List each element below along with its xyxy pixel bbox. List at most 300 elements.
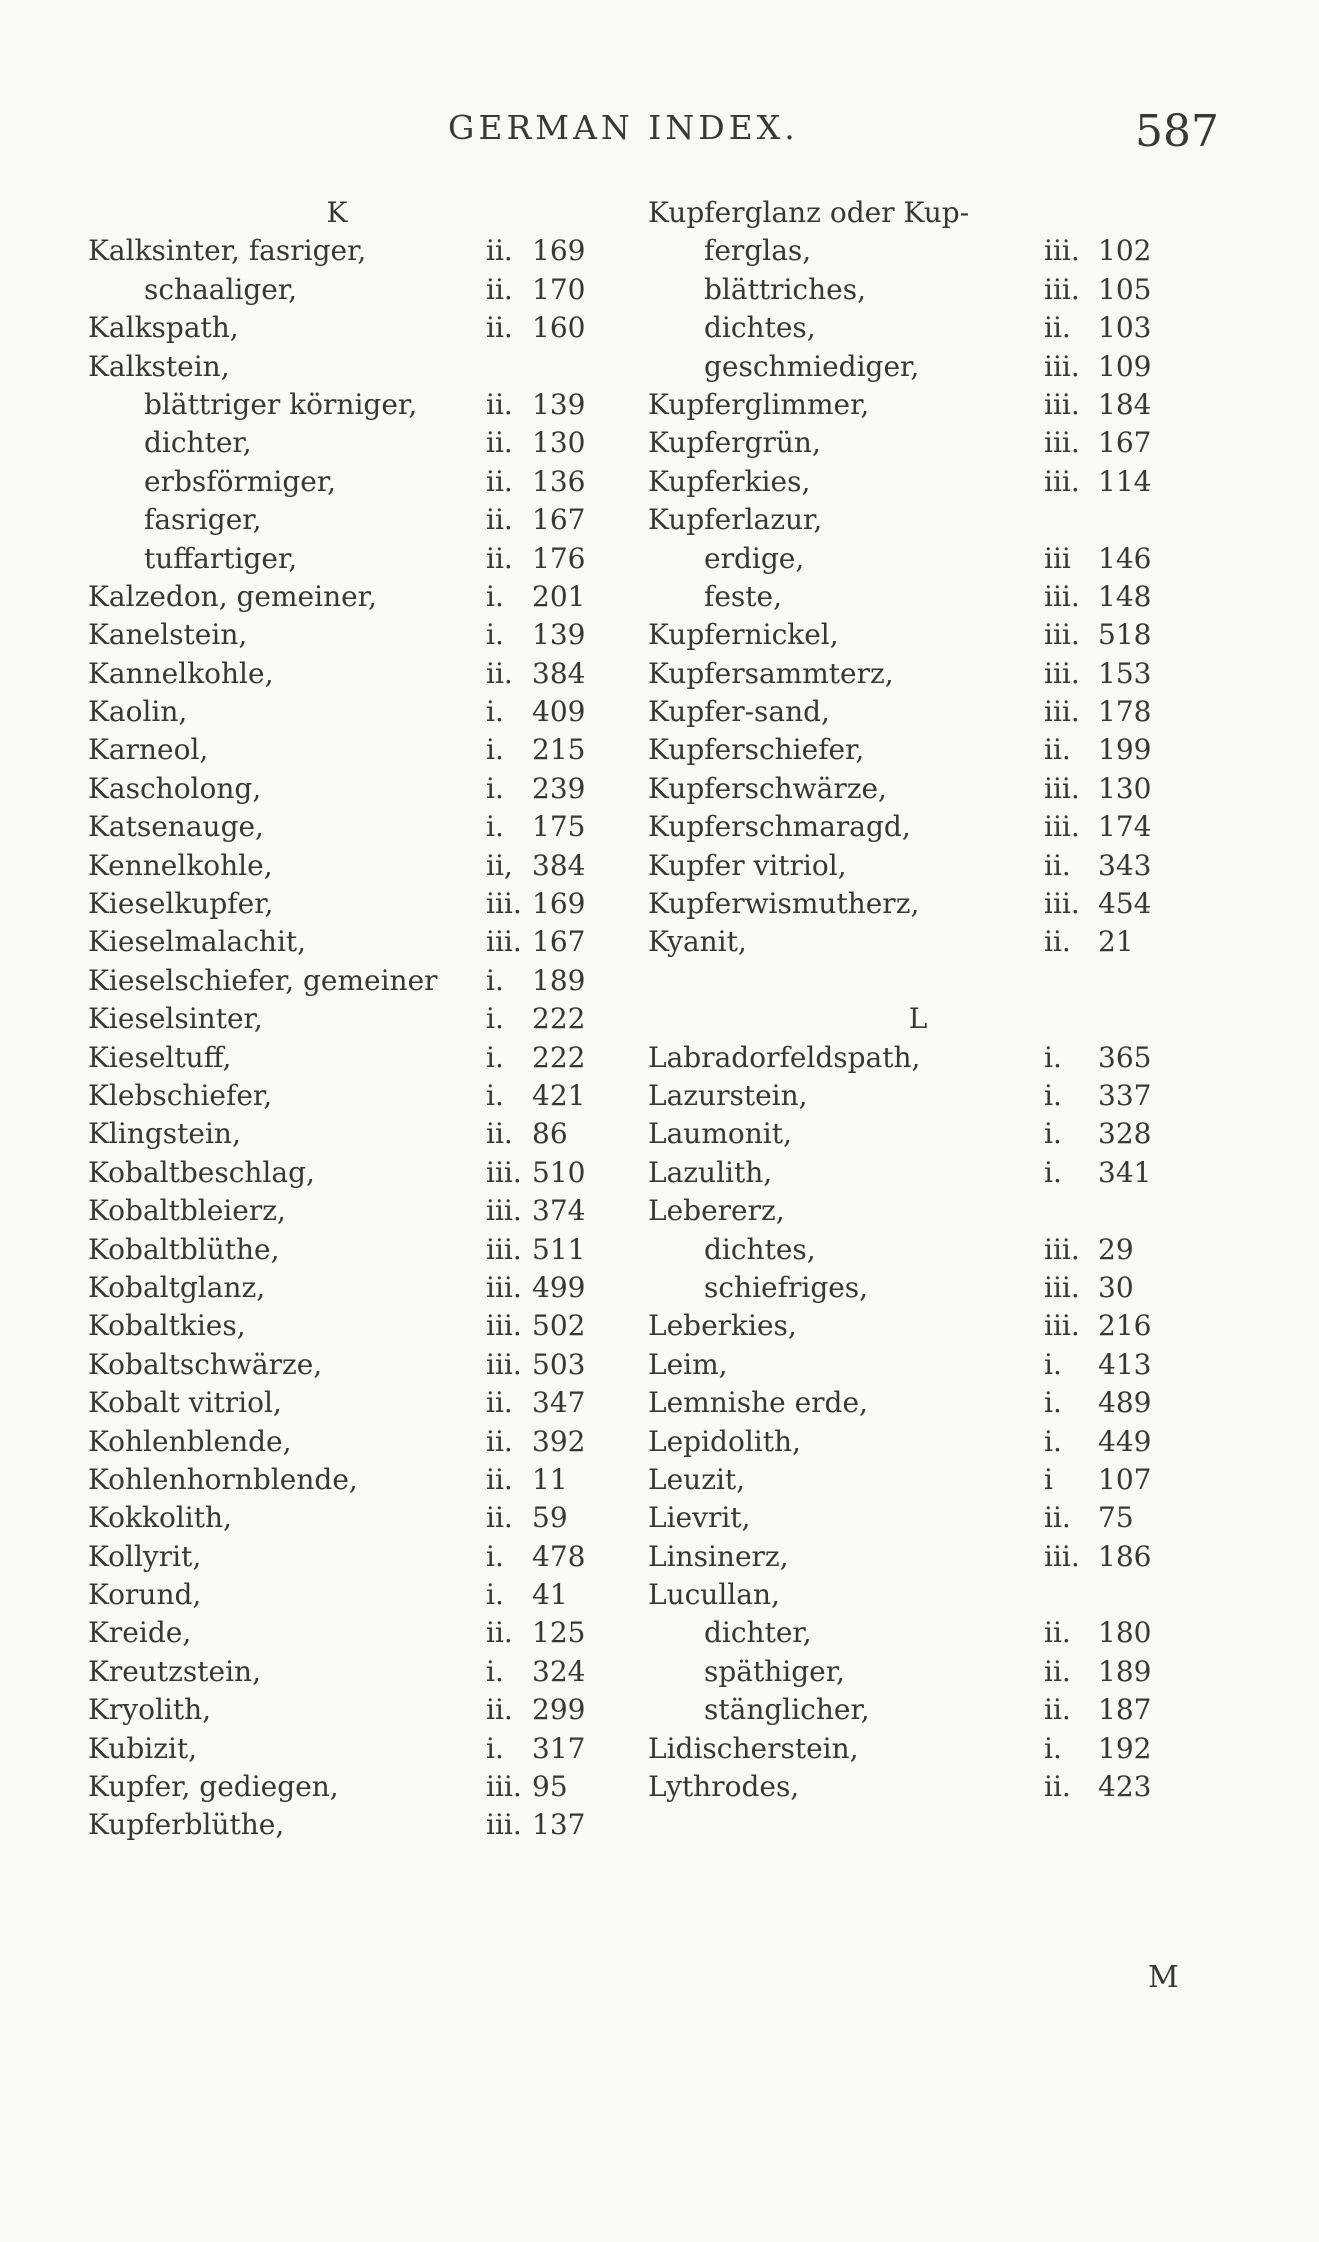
index-entry [88,655,586,693]
entry-page: 86 [532,1117,568,1151]
entry-page: 30 [1098,1270,1134,1304]
entry-term: geschmiediger, [704,349,920,383]
entry-volume: ii. [1044,311,1071,345]
entry-page: 167 [1098,426,1152,460]
entry-volume: ii. [1044,1693,1071,1727]
entry-page: 184 [1098,387,1152,421]
index-entry [88,1691,586,1729]
index-entry [88,1461,586,1499]
entry-volume: ii. [486,1616,513,1650]
index-entry [88,1384,586,1422]
entry-page: 125 [532,1616,586,1650]
entry-page: 421 [532,1078,586,1112]
entry-page: 170 [532,272,586,306]
entry-volume: iii. [1044,272,1080,306]
entry-page: 510 [532,1155,586,1189]
index-entry [88,1269,586,1307]
entry-page: 299 [532,1693,586,1727]
entry-volume: i. [486,733,504,767]
index-entry [648,1614,1188,1652]
entry-page: 413 [1098,1347,1152,1381]
index-entry [648,194,1188,232]
entry-volume: iii. [486,1309,522,1343]
index-entry [88,232,586,270]
entry-term: Kupferschwärze, [648,771,887,805]
index-entry [88,348,586,386]
index-entry [648,1307,1188,1345]
index-entry [88,309,586,347]
entry-term: Kieselsinter, [88,1002,263,1036]
entry-term: schaaliger, [144,272,298,306]
entry-term: blättriger körniger, [144,387,418,421]
entry-page: 384 [532,656,586,690]
index-entry [648,1077,1188,1115]
entry-volume: iii. [1044,387,1080,421]
entry-term: stänglicher, [704,1693,870,1727]
index-entry [648,1039,1188,1077]
index-entry [648,1499,1188,1537]
index-entry [648,962,1188,1000]
entry-page: 11 [532,1462,568,1496]
entry-term: Kupfer vitriol, [648,848,847,882]
index-entry [648,808,1188,846]
index-entry [88,1307,586,1345]
entry-page: 215 [532,733,586,767]
entry-page: 130 [532,426,586,460]
entry-volume: iii. [1044,464,1080,498]
entry-volume: i. [1044,1117,1062,1151]
entry-term: dichter, [144,426,252,460]
entry-page: 130 [1098,771,1152,805]
entry-volume: i. [486,1078,504,1112]
entry-term: Kokkolith, [88,1501,232,1535]
entry-page: 169 [532,887,586,921]
index-entry [648,1576,1188,1614]
entry-term: Kieselkupfer, [88,887,274,921]
entry-volume: iii [1044,541,1071,575]
entry-volume: iii. [486,1770,522,1804]
entry-volume: ii. [1044,733,1071,767]
entry-volume: i. [486,810,504,844]
entry-term: dichtes, [704,1232,816,1266]
entry-term: Laumonit, [648,1117,792,1151]
index-entry [88,1192,586,1230]
entry-volume: iii. [486,1194,522,1228]
index-entry [88,1730,586,1768]
entry-volume: ii, [486,848,513,882]
entry-page: 103 [1098,311,1152,345]
entry-volume: iii. [1044,426,1080,460]
entry-page: 216 [1098,1309,1152,1343]
entry-page: 102 [1098,234,1152,268]
entry-volume: i. [486,963,504,997]
entry-term: Lebererz, [648,1194,785,1228]
entry-volume: iii. [1044,1270,1080,1304]
entry-page: 41 [532,1578,568,1612]
entry-term: Kohlenblende, [88,1424,292,1458]
entry-volume: iii. [486,887,522,921]
entry-page: 160 [532,311,586,345]
entry-volume: i. [486,618,504,652]
entry-term: Leuzit, [648,1462,746,1496]
index-entry [88,923,586,961]
entry-term: Kreutzstein, [88,1654,261,1688]
index-column-left [88,194,586,1845]
index-entry [648,1461,1188,1499]
entry-page: 75 [1098,1501,1134,1535]
index-entry [648,1346,1188,1384]
entry-page: 29 [1098,1232,1134,1266]
entry-term: dichtes, [704,311,816,345]
entry-page: 409 [532,695,586,729]
entry-page: 189 [1098,1654,1152,1688]
entry-page: 502 [532,1309,586,1343]
page-number: 587 [1135,106,1219,157]
index-entry [648,1653,1188,1691]
entry-volume: iii. [1044,618,1080,652]
entry-volume: ii. [486,464,513,498]
entry-page: 175 [532,810,586,844]
entry-volume: i. [486,695,504,729]
entry-volume: ii. [1044,1654,1071,1688]
entry-volume: ii. [486,234,513,268]
entry-page: 328 [1098,1117,1152,1151]
entry-term: Kobalt vitriol, [88,1386,282,1420]
index-entry [648,847,1188,885]
entry-term: Lazulith, [648,1155,773,1189]
index-entry [648,693,1188,731]
entry-volume: ii. [486,1501,513,1535]
entry-term: Kalkstein, [88,349,230,383]
entry-page: 95 [532,1770,568,1804]
entry-page: 374 [532,1194,586,1228]
entry-page: 59 [532,1501,568,1535]
entry-term: späthiger, [704,1654,845,1688]
entry-term: Kennelkohle, [88,848,273,882]
entry-term: Kupferglimmer, [648,387,870,421]
entry-volume: iii. [1044,656,1080,690]
entry-page: 186 [1098,1539,1152,1573]
entry-volume: i. [1044,1040,1062,1074]
entry-volume: ii. [486,1693,513,1727]
entry-volume: iii. [486,1347,522,1381]
index-entry [648,923,1188,961]
entry-page: 518 [1098,618,1152,652]
entry-volume: ii. [486,1462,513,1496]
index-entry [88,271,586,309]
entry-term: Kupfer, gediegen, [88,1770,339,1804]
index-entry [88,808,586,846]
index-entry [648,309,1188,347]
entry-term: Kalksinter, fasriger, [88,234,367,268]
index-entry [88,386,586,424]
index-entry [648,1691,1188,1729]
index-entry [88,847,586,885]
entry-term: Kupfergrün, [648,426,821,460]
index-entry [88,731,586,769]
entry-term: Lievrit, [648,1501,751,1535]
entry-volume: i. [486,1539,504,1573]
index-entry [88,1806,586,1844]
entry-volume: iii. [1044,579,1080,613]
entry-page: 137 [532,1808,586,1842]
running-title: GERMAN INDEX. [448,108,799,147]
entry-term: Kupferkies, [648,464,811,498]
entry-term: Labradorfeldspath, [648,1040,921,1074]
entry-term: Kalzedon, gemeiner, [88,579,377,613]
entry-term: schiefriges, [704,1270,869,1304]
section-letter [88,194,586,232]
index-entry [88,578,586,616]
entry-term: Lidischerstein, [648,1731,859,1765]
entry-volume: ii. [486,311,513,345]
entry-page: 139 [532,387,586,421]
entry-term: feste, [704,579,783,613]
entry-page: 222 [532,1040,586,1074]
entry-term: Kubizit, [88,1731,198,1765]
entry-term: Kupfer-sand, [648,695,830,729]
entry-page: 114 [1098,464,1152,498]
index-entry [648,655,1188,693]
index-entry [88,463,586,501]
index-entry [648,1538,1188,1576]
entry-volume: iii. [1044,234,1080,268]
index-entry [648,616,1188,654]
index-entry [88,1077,586,1115]
entry-term: Kollyrit, [88,1539,202,1573]
entry-term: Leberkies, [648,1309,797,1343]
entry-volume: iii. [1044,349,1080,383]
entry-page: 139 [532,618,586,652]
entry-term: Lazurstein, [648,1078,808,1112]
entry-volume: i. [1044,1386,1062,1420]
entry-volume: i. [1044,1078,1062,1112]
entry-term: Kohlenhornblende, [88,1462,358,1496]
entry-volume: ii. [486,387,513,421]
index-column-right [648,194,1188,1806]
entry-page: 511 [532,1232,586,1266]
entry-page: 337 [1098,1078,1152,1112]
entry-term: Kryolith, [88,1693,212,1727]
entry-volume: iii. [1044,695,1080,729]
entry-page: 176 [532,541,586,575]
entry-term: erbsförmiger, [144,464,337,498]
entry-term: Kobaltglanz, [88,1270,266,1304]
entry-term: Kannelkohle, [88,656,274,690]
index-entry [648,1154,1188,1192]
index-entry [648,348,1188,386]
entry-term: Kieselmalachit, [88,925,307,959]
index-entry [88,962,586,1000]
entry-page: 109 [1098,349,1152,383]
index-entry [648,1384,1188,1422]
entry-volume: i. [1044,1424,1062,1458]
entry-volume: ii. [1044,1616,1071,1650]
index-entry [648,1231,1188,1269]
entry-term: Kobaltschwärze, [88,1347,323,1381]
entry-volume: ii. [486,1117,513,1151]
entry-volume: i. [486,1654,504,1688]
index-entry [88,1576,586,1614]
entry-page: 489 [1098,1386,1152,1420]
entry-page: 174 [1098,810,1152,844]
entry-term: Kascholong, [88,771,262,805]
index-entry [648,463,1188,501]
entry-volume: iii. [1044,810,1080,844]
entry-volume: iii. [486,1808,522,1842]
entry-term: Klingstein, [88,1117,241,1151]
entry-volume: i. [486,1002,504,1036]
entry-page: 21 [1098,925,1134,959]
entry-term: L [908,1002,928,1036]
index-entry [648,424,1188,462]
entry-volume: iii. [486,1232,522,1266]
entry-page: 365 [1098,1040,1152,1074]
entry-page: 503 [532,1347,586,1381]
entry-volume: iii. [1044,1309,1080,1343]
entry-term: dichter, [704,1616,812,1650]
index-entry [648,232,1188,270]
index-entry [88,1346,586,1384]
entry-term: Kieselschiefer, gemeiner [88,963,438,997]
entry-volume: iii. [486,925,522,959]
entry-volume: i. [1044,1155,1062,1189]
index-entry [648,540,1188,578]
entry-volume: ii. [1044,925,1071,959]
index-entry [88,501,586,539]
entry-volume: i. [486,1578,504,1612]
index-entry [648,770,1188,808]
section-letter [648,1000,1188,1038]
index-entry [88,1423,586,1461]
entry-term: Linsinerz, [648,1539,789,1573]
entry-volume: i. [486,1040,504,1074]
entry-term: Kupferwismutherz, [648,887,920,921]
entry-volume: iii. [1044,1539,1080,1573]
index-entry [648,1423,1188,1461]
entry-term: Lucullan, [648,1578,780,1612]
entry-volume: i. [486,1731,504,1765]
entry-page: 148 [1098,579,1152,613]
entry-term: Kieseltuff, [88,1040,232,1074]
index-entry [88,885,586,923]
entry-page: 178 [1098,695,1152,729]
entry-term: fasriger, [144,503,262,537]
entry-page: 499 [532,1270,586,1304]
entry-page: 384 [532,848,586,882]
index-entry [648,1768,1188,1806]
entry-term: Kalkspath, [88,311,239,345]
entry-term: Kupferlazur, [648,503,823,537]
entry-volume: iii. [1044,887,1080,921]
entry-page: 454 [1098,887,1152,921]
entry-term: Kupferschiefer, [648,733,865,767]
index-entry [88,1154,586,1192]
index-entry [648,386,1188,424]
index-entry [88,1039,586,1077]
entry-volume: iii. [1044,771,1080,805]
entry-volume: ii. [486,1424,513,1458]
entry-page: 324 [532,1654,586,1688]
entry-page: 167 [532,925,586,959]
entry-term: Klebschiefer, [88,1078,273,1112]
entry-page: 169 [532,234,586,268]
entry-page: 189 [532,963,586,997]
entry-term: Kaolin, [88,695,188,729]
entry-term: Korund, [88,1578,202,1612]
entry-term: Kupferblüthe, [88,1808,285,1842]
index-entry [648,501,1188,539]
index-entry [648,885,1188,923]
entry-volume: i. [1044,1347,1062,1381]
index-entry [88,1614,586,1652]
index-entry [88,1115,586,1153]
entry-volume: ii. [486,656,513,690]
entry-page: 180 [1098,1616,1152,1650]
entry-term: ferglas, [704,234,812,268]
entry-volume: i. [1044,1731,1062,1765]
index-entry [648,578,1188,616]
entry-volume: ii. [486,541,513,575]
index-entry [88,693,586,731]
entry-volume: i. [486,771,504,805]
entry-term: Kupferschmaragd, [648,810,911,844]
entry-term: Lemnishe erde, [648,1386,868,1420]
entry-page: 423 [1098,1770,1152,1804]
entry-term: Kanelstein, [88,618,248,652]
entry-term: Lythrodes, [648,1770,800,1804]
entry-term: Karneol, [88,733,209,767]
index-entry [648,1730,1188,1768]
entry-volume: ii. [1044,1501,1071,1535]
index-entry [648,1115,1188,1153]
index-entry [88,770,586,808]
index-entry [648,1192,1188,1230]
entry-page: 199 [1098,733,1152,767]
entry-volume: iii. [486,1155,522,1189]
entry-page: 347 [532,1386,586,1420]
entry-page: 239 [532,771,586,805]
entry-term: Kobaltkies, [88,1309,246,1343]
entry-term: Leim, [648,1347,728,1381]
entry-term: K [326,196,348,229]
entry-page: 153 [1098,656,1152,690]
entry-term: Kreide, [88,1616,192,1650]
entry-page: 167 [532,503,586,537]
catchword: M [1148,1960,1179,1995]
entry-term: tuffartiger, [144,541,298,575]
entry-term: blättriches, [704,272,866,306]
entry-page: 105 [1098,272,1152,306]
entry-term: Katsenauge, [88,810,264,844]
entry-volume: i. [486,579,504,613]
index-entry [88,540,586,578]
index-entry [88,1768,586,1806]
entry-volume: iii. [486,1270,522,1304]
entry-volume: ii. [1044,1770,1071,1804]
entry-term: Kyanit, [648,925,747,959]
entry-term: Lepidolith, [648,1424,801,1458]
index-entry [648,731,1188,769]
entry-volume: ii. [486,426,513,460]
entry-volume: ii. [486,503,513,537]
index-entry [88,1231,586,1269]
index-entry [648,1269,1188,1307]
index-entry [88,1000,586,1038]
entry-term: Kupferglanz oder Kup- [648,196,970,229]
index-entry [88,1653,586,1691]
index-entry [88,424,586,462]
